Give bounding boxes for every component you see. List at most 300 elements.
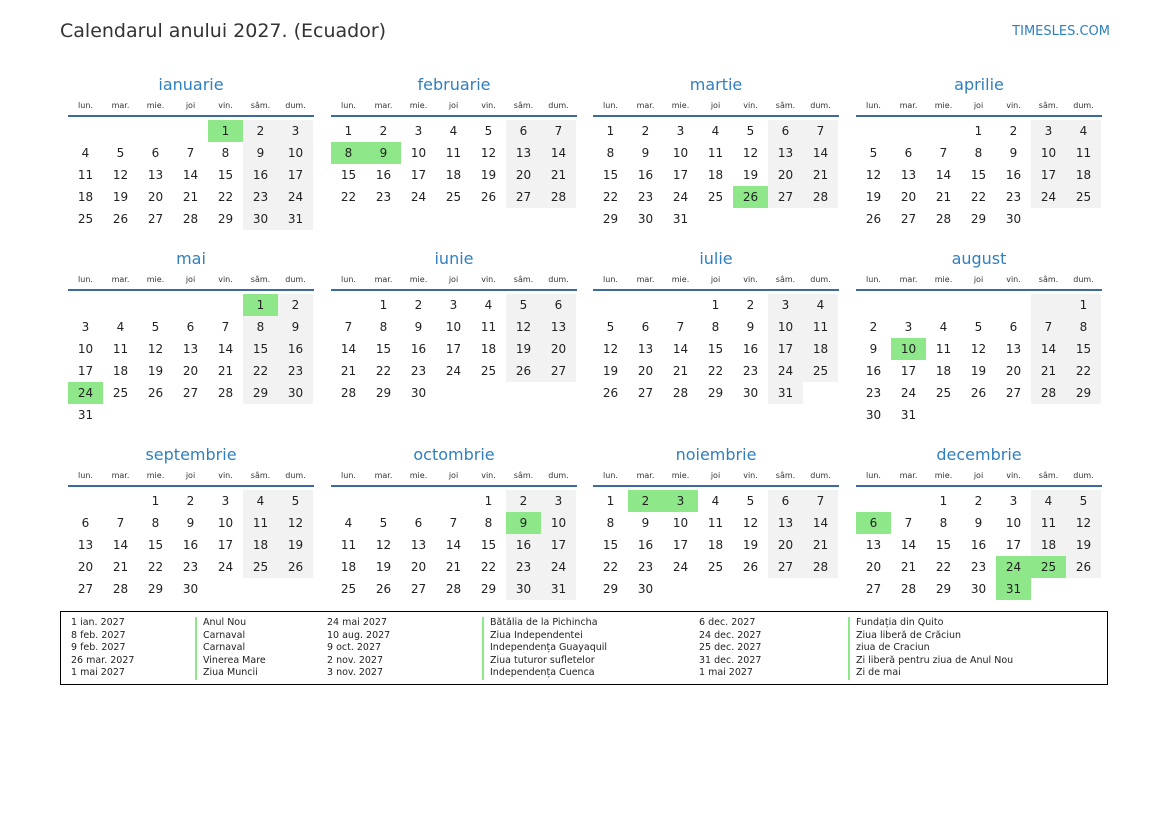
day-cell[interactable]: 21 [217,364,234,378]
day-cell[interactable]: 7 [116,516,125,530]
day-cell[interactable]: 11 [1066,142,1101,164]
day-cell[interactable]: 21 [182,190,199,204]
day-cell[interactable]: 19 [1066,534,1101,556]
day-cell[interactable]: 14 [182,168,199,182]
day-cell[interactable]: 1 [939,494,948,508]
day-cell[interactable]: 10 [1031,142,1066,164]
day-cell[interactable]: 23 [506,556,541,578]
day-cell[interactable]: 24 [445,364,462,378]
day-cell[interactable]: 8 [939,516,948,530]
day-cell[interactable]: 15 [1066,338,1101,360]
day-cell[interactable]: 16 [243,164,278,186]
day-cell[interactable]: 1 [484,494,493,508]
day-cell[interactable]: 11 [77,168,94,182]
day-cell[interactable]: 7 [541,120,576,142]
day-cell[interactable]: 3 [81,320,90,334]
day-cell[interactable]: 21 [541,164,576,186]
day-cell[interactable]: 26 [278,556,313,578]
day-cell[interactable]: 12 [602,342,619,356]
day-cell[interactable]: 8 [331,142,366,164]
day-cell[interactable]: 28 [900,582,917,596]
day-cell[interactable]: 30 [742,386,759,400]
day-cell[interactable]: 19 [147,364,164,378]
day-cell[interactable]: 12 [742,146,759,160]
day-cell[interactable]: 20 [1005,364,1022,378]
day-cell[interactable]: 14 [1031,338,1066,360]
day-cell[interactable]: 18 [480,342,497,356]
day-cell[interactable]: 9 [974,516,983,530]
day-cell[interactable]: 30 [637,582,654,596]
day-cell[interactable]: 9 [746,320,755,334]
day-cell[interactable]: 20 [147,190,164,204]
day-cell[interactable]: 29 [970,212,987,226]
day-cell[interactable]: 9 [506,512,541,534]
day-cell[interactable]: 25 [707,560,724,574]
day-cell[interactable]: 3 [449,298,458,312]
day-cell[interactable]: 16 [742,342,759,356]
day-cell[interactable]: 16 [506,534,541,556]
day-cell[interactable]: 3 [904,320,913,334]
day-cell[interactable]: 18 [1066,164,1101,186]
day-cell[interactable]: 16 [865,364,882,378]
day-cell[interactable]: 9 [278,316,313,338]
day-cell[interactable]: 28 [803,556,838,578]
day-cell[interactable]: 3 [676,124,685,138]
day-cell[interactable]: 28 [112,582,129,596]
day-cell[interactable]: 8 [243,316,278,338]
day-cell[interactable]: 13 [768,142,803,164]
day-cell[interactable]: 20 [900,190,917,204]
day-cell[interactable]: 17 [900,364,917,378]
day-cell[interactable]: 5 [506,294,541,316]
day-cell[interactable]: 17 [672,168,689,182]
day-cell[interactable]: 8 [711,320,720,334]
day-cell[interactable]: 16 [637,168,654,182]
day-cell[interactable]: 16 [1005,168,1022,182]
day-cell[interactable]: 15 [340,168,357,182]
day-cell[interactable]: 1 [606,494,615,508]
day-cell[interactable]: 3 [278,120,313,142]
day-cell[interactable]: 13 [410,538,427,552]
day-cell[interactable]: 19 [375,560,392,574]
day-cell[interactable]: 22 [147,560,164,574]
day-cell[interactable]: 26 [970,386,987,400]
day-cell[interactable]: 12 [1066,512,1101,534]
day-cell[interactable]: 7 [939,146,948,160]
day-cell[interactable]: 19 [506,338,541,360]
day-cell[interactable]: 10 [672,516,689,530]
day-cell[interactable]: 12 [865,168,882,182]
day-cell[interactable]: 16 [410,342,427,356]
day-cell[interactable]: 6 [768,120,803,142]
day-cell[interactable]: 21 [672,364,689,378]
day-cell[interactable]: 22 [707,364,724,378]
day-cell[interactable]: 6 [151,146,160,160]
day-cell[interactable]: 14 [900,538,917,552]
day-cell[interactable]: 21 [112,560,129,574]
day-cell[interactable]: 28 [1031,382,1066,404]
day-cell[interactable]: 21 [445,560,462,574]
day-cell[interactable]: 26 [1066,556,1101,578]
day-cell[interactable]: 21 [340,364,357,378]
site-link[interactable]: TIMESLES.COM [1012,24,1110,39]
day-cell[interactable]: 28 [217,386,234,400]
day-cell[interactable]: 10 [278,142,313,164]
day-cell[interactable]: 26 [733,186,768,208]
day-cell[interactable]: 22 [970,190,987,204]
day-cell[interactable]: 23 [970,560,987,574]
day-cell[interactable]: 15 [602,168,619,182]
day-cell[interactable]: 25 [112,386,129,400]
day-cell[interactable]: 17 [768,338,803,360]
day-cell[interactable]: 6 [904,146,913,160]
day-cell[interactable]: 24 [900,386,917,400]
day-cell[interactable]: 27 [637,386,654,400]
day-cell[interactable]: 23 [182,560,199,574]
day-cell[interactable]: 29 [480,582,497,596]
day-cell[interactable]: 8 [974,146,983,160]
day-cell[interactable]: 10 [445,320,462,334]
day-cell[interactable]: 18 [935,364,952,378]
day-cell[interactable]: 8 [151,516,160,530]
day-cell[interactable]: 27 [410,582,427,596]
day-cell[interactable]: 27 [77,582,94,596]
day-cell[interactable]: 11 [707,516,724,530]
day-cell[interactable]: 22 [375,364,392,378]
day-cell[interactable]: 2 [869,320,878,334]
day-cell[interactable]: 13 [182,342,199,356]
day-cell[interactable]: 28 [672,386,689,400]
day-cell[interactable]: 29 [147,582,164,596]
day-cell[interactable]: 27 [768,186,803,208]
day-cell[interactable]: 10 [217,516,234,530]
day-cell[interactable]: 3 [221,494,230,508]
day-cell[interactable]: 11 [112,342,129,356]
day-cell[interactable]: 4 [939,320,948,334]
day-cell[interactable]: 3 [768,294,803,316]
day-cell[interactable]: 28 [340,386,357,400]
day-cell[interactable]: 24 [278,186,313,208]
day-cell[interactable]: 25 [480,364,497,378]
day-cell[interactable]: 21 [803,534,838,556]
day-cell[interactable]: 30 [182,582,199,596]
day-cell[interactable]: 31 [900,408,917,422]
day-cell[interactable]: 24 [68,382,103,404]
day-cell[interactable]: 15 [480,538,497,552]
day-cell[interactable]: 23 [243,186,278,208]
day-cell[interactable]: 10 [541,512,576,534]
day-cell[interactable]: 27 [506,186,541,208]
day-cell[interactable]: 11 [707,146,724,160]
day-cell[interactable]: 19 [865,190,882,204]
day-cell[interactable]: 6 [186,320,195,334]
day-cell[interactable]: 30 [278,382,313,404]
day-cell[interactable]: 15 [707,342,724,356]
day-cell[interactable]: 8 [484,516,493,530]
day-cell[interactable]: 22 [935,560,952,574]
day-cell[interactable]: 15 [375,342,392,356]
day-cell[interactable]: 23 [637,190,654,204]
day-cell[interactable]: 13 [865,538,882,552]
day-cell[interactable]: 6 [768,490,803,512]
day-cell[interactable]: 6 [506,120,541,142]
day-cell[interactable]: 18 [1031,534,1066,556]
day-cell[interactable]: 26 [147,386,164,400]
day-cell[interactable]: 25 [1066,186,1101,208]
day-cell[interactable]: 24 [996,556,1031,578]
day-cell[interactable]: 25 [803,360,838,382]
day-cell[interactable]: 27 [768,556,803,578]
day-cell[interactable]: 27 [900,212,917,226]
day-cell[interactable]: 30 [970,582,987,596]
day-cell[interactable]: 1 [151,494,160,508]
day-cell[interactable]: 21 [935,190,952,204]
day-cell[interactable]: 30 [410,386,427,400]
day-cell[interactable]: 20 [410,560,427,574]
day-cell[interactable]: 4 [803,294,838,316]
day-cell[interactable]: 23 [375,190,392,204]
day-cell[interactable]: 17 [1031,164,1066,186]
day-cell[interactable]: 27 [865,582,882,596]
day-cell[interactable]: 7 [449,516,458,530]
day-cell[interactable]: 5 [869,146,878,160]
day-cell[interactable]: 6 [541,294,576,316]
day-cell[interactable]: 7 [186,146,195,160]
day-cell[interactable]: 14 [935,168,952,182]
day-cell[interactable]: 9 [414,320,423,334]
day-cell[interactable]: 25 [445,190,462,204]
day-cell[interactable]: 4 [344,516,353,530]
day-cell[interactable]: 19 [480,168,497,182]
day-cell[interactable]: 3 [663,490,698,512]
day-cell[interactable]: 23 [278,360,313,382]
day-cell[interactable]: 13 [900,168,917,182]
day-cell[interactable]: 5 [278,490,313,512]
day-cell[interactable]: 5 [746,494,755,508]
day-cell[interactable]: 4 [711,124,720,138]
day-cell[interactable]: 24 [672,190,689,204]
day-cell[interactable]: 19 [742,168,759,182]
day-cell[interactable]: 30 [637,212,654,226]
day-cell[interactable]: 2 [186,494,195,508]
day-cell[interactable]: 6 [641,320,650,334]
day-cell[interactable]: 30 [1005,212,1022,226]
day-cell[interactable]: 9 [1009,146,1018,160]
day-cell[interactable]: 25 [935,386,952,400]
day-cell[interactable]: 5 [974,320,983,334]
day-cell[interactable]: 3 [414,124,423,138]
day-cell[interactable]: 5 [379,516,388,530]
day-cell[interactable]: 23 [637,560,654,574]
day-cell[interactable]: 2 [506,490,541,512]
day-cell[interactable]: 29 [375,386,392,400]
day-cell[interactable]: 8 [221,146,230,160]
day-cell[interactable]: 17 [217,538,234,552]
day-cell[interactable]: 26 [375,582,392,596]
day-cell[interactable]: 20 [182,364,199,378]
day-cell[interactable]: 16 [637,538,654,552]
day-cell[interactable]: 16 [375,168,392,182]
day-cell[interactable]: 7 [904,516,913,530]
day-cell[interactable]: 23 [410,364,427,378]
day-cell[interactable]: 4 [243,490,278,512]
day-cell[interactable]: 28 [803,186,838,208]
day-cell[interactable]: 24 [217,560,234,574]
day-cell[interactable]: 12 [375,538,392,552]
day-cell[interactable]: 17 [672,538,689,552]
day-cell[interactable]: 12 [742,516,759,530]
day-cell[interactable]: 24 [768,360,803,382]
day-cell[interactable]: 9 [641,146,650,160]
day-cell[interactable]: 8 [1066,316,1101,338]
day-cell[interactable]: 27 [147,212,164,226]
day-cell[interactable]: 13 [77,538,94,552]
day-cell[interactable]: 12 [278,512,313,534]
day-cell[interactable]: 5 [151,320,160,334]
day-cell[interactable]: 10 [672,146,689,160]
day-cell[interactable]: 22 [602,190,619,204]
day-cell[interactable]: 11 [935,342,952,356]
day-cell[interactable]: 1 [711,298,720,312]
day-cell[interactable]: 26 [742,560,759,574]
day-cell[interactable]: 11 [445,146,462,160]
day-cell[interactable]: 27 [1005,386,1022,400]
day-cell[interactable]: 25 [77,212,94,226]
day-cell[interactable]: 1 [974,124,983,138]
day-cell[interactable]: 16 [278,338,313,360]
day-cell[interactable]: 10 [768,316,803,338]
day-cell[interactable]: 25 [707,190,724,204]
day-cell[interactable]: 22 [1066,360,1101,382]
day-cell[interactable]: 14 [803,512,838,534]
day-cell[interactable]: 6 [1009,320,1018,334]
day-cell[interactable]: 20 [506,164,541,186]
day-cell[interactable]: 14 [541,142,576,164]
day-cell[interactable]: 20 [768,164,803,186]
day-cell[interactable]: 24 [1031,186,1066,208]
day-cell[interactable]: 1 [243,294,278,316]
day-cell[interactable]: 7 [803,490,838,512]
day-cell[interactable]: 26 [480,190,497,204]
day-cell[interactable]: 19 [602,364,619,378]
day-cell[interactable]: 12 [506,316,541,338]
day-cell[interactable]: 14 [672,342,689,356]
day-cell[interactable]: 18 [77,190,94,204]
day-cell[interactable]: 19 [970,364,987,378]
day-cell[interactable]: 18 [445,168,462,182]
day-cell[interactable]: 28 [541,186,576,208]
day-cell[interactable]: 2 [379,124,388,138]
day-cell[interactable]: 1 [606,124,615,138]
day-cell[interactable]: 5 [606,320,615,334]
day-cell[interactable]: 19 [112,190,129,204]
day-cell[interactable]: 15 [147,538,164,552]
day-cell[interactable]: 31 [77,408,94,422]
day-cell[interactable]: 11 [803,316,838,338]
day-cell[interactable]: 30 [243,208,278,230]
day-cell[interactable]: 20 [77,560,94,574]
day-cell[interactable]: 2 [243,120,278,142]
day-cell[interactable]: 5 [116,146,125,160]
day-cell[interactable]: 25 [1031,556,1066,578]
day-cell[interactable]: 13 [637,342,654,356]
day-cell[interactable]: 11 [243,512,278,534]
day-cell[interactable]: 22 [480,560,497,574]
day-cell[interactable]: 6 [414,516,423,530]
day-cell[interactable]: 20 [541,338,576,360]
day-cell[interactable]: 19 [742,538,759,552]
day-cell[interactable]: 19 [278,534,313,556]
day-cell[interactable]: 7 [1031,316,1066,338]
day-cell[interactable]: 5 [484,124,493,138]
day-cell[interactable]: 9 [243,142,278,164]
day-cell[interactable]: 5 [1066,490,1101,512]
day-cell[interactable]: 4 [1031,490,1066,512]
day-cell[interactable]: 1 [208,120,243,142]
day-cell[interactable]: 10 [77,342,94,356]
day-cell[interactable]: 2 [628,490,663,512]
day-cell[interactable]: 28 [935,212,952,226]
day-cell[interactable]: 10 [891,338,926,360]
day-cell[interactable]: 24 [672,560,689,574]
day-cell[interactable]: 26 [602,386,619,400]
day-cell[interactable]: 4 [711,494,720,508]
day-cell[interactable]: 29 [935,582,952,596]
day-cell[interactable]: 26 [112,212,129,226]
day-cell[interactable]: 18 [707,168,724,182]
day-cell[interactable]: 1 [344,124,353,138]
day-cell[interactable]: 4 [81,146,90,160]
day-cell[interactable]: 29 [707,386,724,400]
day-cell[interactable]: 2 [278,294,313,316]
day-cell[interactable]: 14 [217,342,234,356]
day-cell[interactable]: 1 [1066,294,1101,316]
day-cell[interactable]: 18 [707,538,724,552]
day-cell[interactable]: 13 [768,512,803,534]
day-cell[interactable]: 14 [112,538,129,552]
day-cell[interactable]: 17 [278,164,313,186]
day-cell[interactable]: 22 [340,190,357,204]
day-cell[interactable]: 15 [243,338,278,360]
day-cell[interactable]: 2 [746,298,755,312]
day-cell[interactable]: 27 [182,386,199,400]
day-cell[interactable]: 28 [445,582,462,596]
day-cell[interactable]: 6 [856,512,891,534]
day-cell[interactable]: 7 [344,320,353,334]
day-cell[interactable]: 12 [480,146,497,160]
day-cell[interactable]: 15 [602,538,619,552]
day-cell[interactable]: 24 [541,556,576,578]
day-cell[interactable]: 31 [541,578,576,600]
day-cell[interactable]: 22 [602,560,619,574]
day-cell[interactable]: 11 [480,320,497,334]
day-cell[interactable]: 3 [541,490,576,512]
day-cell[interactable]: 14 [803,142,838,164]
day-cell[interactable]: 4 [116,320,125,334]
day-cell[interactable]: 25 [340,582,357,596]
day-cell[interactable]: 22 [217,190,234,204]
day-cell[interactable]: 25 [243,556,278,578]
day-cell[interactable]: 5 [746,124,755,138]
day-cell[interactable]: 13 [1005,342,1022,356]
day-cell[interactable]: 8 [379,320,388,334]
day-cell[interactable]: 10 [410,146,427,160]
day-cell[interactable]: 3 [1031,120,1066,142]
day-cell[interactable]: 4 [1066,120,1101,142]
day-cell[interactable]: 8 [606,146,615,160]
day-cell[interactable]: 29 [1066,382,1101,404]
day-cell[interactable]: 9 [186,516,195,530]
